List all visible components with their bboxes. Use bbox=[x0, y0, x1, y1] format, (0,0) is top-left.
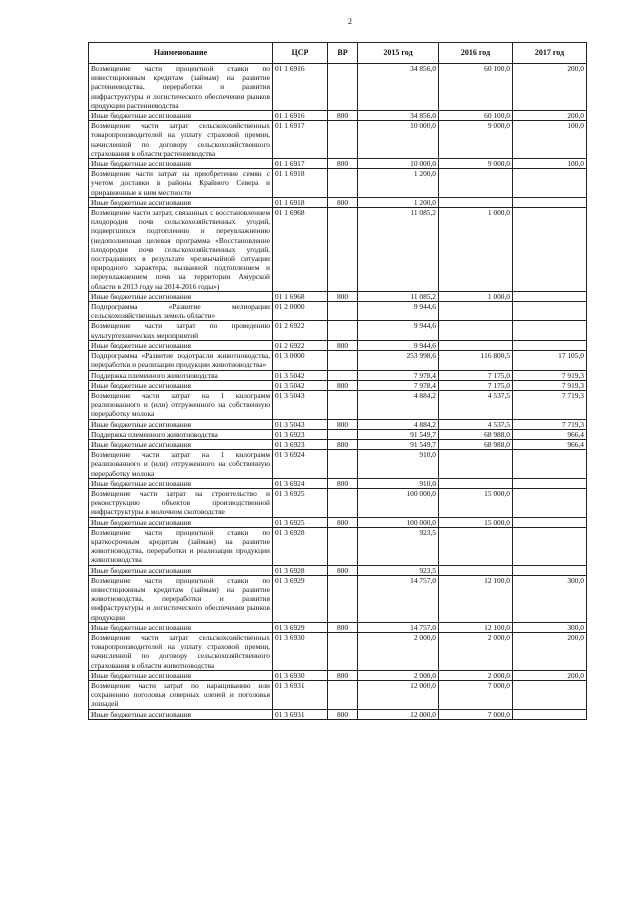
row-vr bbox=[328, 321, 358, 340]
row-vr: 800 bbox=[328, 291, 358, 301]
row-2016: 7 175,0 bbox=[439, 380, 513, 390]
row-vr: 800 bbox=[328, 159, 358, 169]
row-csr: 01 3 6929 bbox=[273, 575, 328, 622]
row-csr: 01 3 6928 bbox=[273, 527, 328, 565]
row-csr: 01 1 6917 bbox=[273, 121, 328, 159]
row-2016 bbox=[439, 565, 513, 575]
table-row bbox=[89, 450, 587, 479]
row-2017 bbox=[513, 527, 587, 565]
row-csr: 01 1 6916 bbox=[273, 64, 328, 111]
row-csr: 01 3 5043 bbox=[273, 419, 328, 429]
row-name: Подпрограмма «Развитие подотрасли животноводства, переработки и реализации продукции животноводства» bbox=[89, 351, 273, 370]
row-vr bbox=[328, 527, 358, 565]
table-header-row bbox=[89, 43, 587, 64]
row-vr bbox=[328, 351, 358, 370]
row-2017: 7 719,3 bbox=[513, 419, 587, 429]
row-name: Иные бюджетные ассигнования bbox=[89, 709, 273, 719]
row-name: Иные бюджетные ассигнования bbox=[89, 159, 273, 169]
row-2017: 300,0 bbox=[513, 575, 587, 622]
table-row bbox=[89, 64, 587, 111]
table-row bbox=[89, 488, 587, 517]
row-csr: 01 1 6918 bbox=[273, 197, 328, 207]
row-name: Подпрограмма «Развитие мелиорации сельскохозяйственных земель области» bbox=[89, 302, 273, 321]
row-2015: 4 884,2 bbox=[358, 419, 439, 429]
row-2017: 200,0 bbox=[513, 64, 587, 111]
row-2017: 966,4 bbox=[513, 429, 587, 439]
row-vr: 800 bbox=[328, 419, 358, 429]
row-vr bbox=[328, 370, 358, 380]
table-row bbox=[89, 380, 587, 390]
row-vr bbox=[328, 575, 358, 622]
row-vr: 800 bbox=[328, 197, 358, 207]
row-name: Возмещение части затрат на 1 килограмм реализованного и (или) отгруженного на собственную переработку молока bbox=[89, 450, 273, 479]
row-2016 bbox=[439, 527, 513, 565]
row-vr bbox=[328, 488, 358, 517]
table-row bbox=[89, 575, 587, 622]
row-2017 bbox=[513, 302, 587, 321]
row-2016 bbox=[439, 197, 513, 207]
row-2015: 91 549,7 bbox=[358, 429, 439, 439]
row-name: Возмещение части затрат сельскохозяйственных товаропроизводителей на уплату страховой премии, начисленной по договору сельскохозяйственного страхования в области растениеводства bbox=[89, 121, 273, 159]
row-vr: 800 bbox=[328, 111, 358, 121]
row-name: Поддержка племенного животноводства bbox=[89, 370, 273, 380]
row-vr: 800 bbox=[328, 439, 358, 449]
row-vr bbox=[328, 681, 358, 710]
row-2015: 34 856,0 bbox=[358, 111, 439, 121]
row-vr: 800 bbox=[328, 622, 358, 632]
row-2017: 966,4 bbox=[513, 439, 587, 449]
row-csr: 01 3 5042 bbox=[273, 370, 328, 380]
row-name: Иные бюджетные ассигнования bbox=[89, 478, 273, 488]
row-2016: 1 000,0 bbox=[439, 208, 513, 292]
row-2017 bbox=[513, 488, 587, 517]
row-name: Возмещение части затрат сельскохозяйственных товаропроизводителей на уплату страховой премии, начисленной по договору сельскохозяйственного страхования в области животноводства bbox=[89, 632, 273, 670]
row-2015: 11 085,2 bbox=[358, 291, 439, 301]
table-row bbox=[89, 632, 587, 670]
row-2015: 910,0 bbox=[358, 450, 439, 479]
row-2017: 7 919,3 bbox=[513, 380, 587, 390]
row-2017 bbox=[513, 291, 587, 301]
row-name: Поддержка племенного животноводства bbox=[89, 429, 273, 439]
row-2015: 12 000,0 bbox=[358, 681, 439, 710]
table-row bbox=[89, 208, 587, 292]
row-2017 bbox=[513, 681, 587, 710]
row-csr: 01 3 6923 bbox=[273, 429, 328, 439]
row-2016: 12 100,0 bbox=[439, 622, 513, 632]
row-name: Иные бюджетные ассигнования bbox=[89, 291, 273, 301]
row-2017: 300,0 bbox=[513, 622, 587, 632]
row-2016: 7 000,0 bbox=[439, 681, 513, 710]
row-2015: 910,0 bbox=[358, 478, 439, 488]
row-csr: 01 1 6917 bbox=[273, 159, 328, 169]
row-csr: 01 3 6924 bbox=[273, 478, 328, 488]
row-vr: 800 bbox=[328, 340, 358, 350]
table-row bbox=[89, 291, 587, 301]
table-row bbox=[89, 709, 587, 719]
header-2016: 2016 год bbox=[439, 43, 513, 64]
row-2017 bbox=[513, 517, 587, 527]
row-vr bbox=[328, 208, 358, 292]
row-2017 bbox=[513, 340, 587, 350]
row-name: Иные бюджетные ассигнования bbox=[89, 670, 273, 680]
row-csr: 01 2 6922 bbox=[273, 340, 328, 350]
row-2015: 100 000,0 bbox=[358, 517, 439, 527]
row-2015: 14 757,0 bbox=[358, 622, 439, 632]
row-csr: 01 3 6929 bbox=[273, 622, 328, 632]
table-row bbox=[89, 197, 587, 207]
row-name: Возмещение части затрат по проведению культуртехнических мероприятий bbox=[89, 321, 273, 340]
row-vr: 800 bbox=[328, 709, 358, 719]
row-name: Возмещение части процентной ставки по инвестиционным кредитам (займам) на развитие растениеводства, переработки и развития инфраструктуры и логистического обеспечения рынков продукции растениеводства bbox=[89, 64, 273, 111]
row-2017 bbox=[513, 169, 587, 198]
row-2017 bbox=[513, 197, 587, 207]
row-vr: 800 bbox=[328, 380, 358, 390]
row-name: Возмещение части затрат по наращиванию или сохранению поголовья северных оленей и поголовья лошадей bbox=[89, 681, 273, 710]
row-csr: 01 3 6928 bbox=[273, 565, 328, 575]
row-csr: 01 3 6931 bbox=[273, 681, 328, 710]
row-vr: 800 bbox=[328, 565, 358, 575]
row-name: Возмещение части затрат на приобретение семян с учетом доставки в районы Крайнего Севера и приравненные к ним местности bbox=[89, 169, 273, 198]
table-row bbox=[89, 390, 587, 419]
row-2016: 7 000,0 bbox=[439, 709, 513, 719]
row-2015: 253 998,6 bbox=[358, 351, 439, 370]
row-2017 bbox=[513, 709, 587, 719]
row-2017: 7 719,3 bbox=[513, 390, 587, 419]
header-2015: 2015 год bbox=[358, 43, 439, 64]
table-row bbox=[89, 622, 587, 632]
row-name: Иные бюджетные ассигнования bbox=[89, 517, 273, 527]
row-2016 bbox=[439, 478, 513, 488]
row-vr bbox=[328, 632, 358, 670]
row-2017 bbox=[513, 208, 587, 292]
page-number: 2 bbox=[348, 17, 352, 26]
row-csr: 01 3 6923 bbox=[273, 439, 328, 449]
header-name: Наименование bbox=[89, 43, 273, 64]
row-2016: 7 175,0 bbox=[439, 370, 513, 380]
row-csr: 01 1 6968 bbox=[273, 208, 328, 292]
row-2016: 68 988,0 bbox=[439, 429, 513, 439]
row-2016 bbox=[439, 169, 513, 198]
row-2016 bbox=[439, 450, 513, 479]
table-row bbox=[89, 527, 587, 565]
row-csr: 01 3 6931 bbox=[273, 709, 328, 719]
header-vr: ВР bbox=[328, 43, 358, 64]
row-csr: 01 3 5043 bbox=[273, 390, 328, 419]
row-vr: 800 bbox=[328, 670, 358, 680]
row-2015: 91 549,7 bbox=[358, 439, 439, 449]
row-csr: 01 3 6930 bbox=[273, 632, 328, 670]
row-name: Иные бюджетные ассигнования bbox=[89, 419, 273, 429]
row-2015: 7 978,4 bbox=[358, 380, 439, 390]
table-row bbox=[89, 169, 587, 198]
row-2015: 1 200,0 bbox=[358, 169, 439, 198]
row-2017 bbox=[513, 478, 587, 488]
table-row bbox=[89, 478, 587, 488]
row-name: Иные бюджетные ассигнования bbox=[89, 197, 273, 207]
row-2017 bbox=[513, 565, 587, 575]
row-vr bbox=[328, 169, 358, 198]
row-name: Возмещение части затрат, связанных с восстановлением плодородия почв сельскохозяйственных угодий, подвергшихся подтоплению и переувлажнению (недополненная целевая программа «Восстановление плодородия почв сельскохозяйственных угодий, пострадавших в результате чрезвычайной ситуации природного характера, вызванной подтоплением и переувлажнением почв на территории Амурской области в 2013 году на 2014-2016 годы») bbox=[89, 208, 273, 292]
row-2016: 15 000,0 bbox=[439, 517, 513, 527]
row-vr bbox=[328, 450, 358, 479]
row-vr bbox=[328, 302, 358, 321]
table-row bbox=[89, 419, 587, 429]
row-2016: 9 000,0 bbox=[439, 159, 513, 169]
row-name: Иные бюджетные ассигнования bbox=[89, 439, 273, 449]
row-2016: 60 100,0 bbox=[439, 111, 513, 121]
row-2016: 68 988,0 bbox=[439, 439, 513, 449]
row-2015: 2 000,0 bbox=[358, 632, 439, 670]
row-2016: 4 537,5 bbox=[439, 419, 513, 429]
table-row bbox=[89, 565, 587, 575]
row-2016: 12 100,0 bbox=[439, 575, 513, 622]
row-2016 bbox=[439, 321, 513, 340]
row-name: Иные бюджетные ассигнования bbox=[89, 380, 273, 390]
row-2015: 12 000,0 bbox=[358, 709, 439, 719]
row-vr bbox=[328, 64, 358, 111]
row-csr: 01 3 5042 bbox=[273, 380, 328, 390]
row-vr bbox=[328, 429, 358, 439]
row-2016: 4 537,5 bbox=[439, 390, 513, 419]
table-row bbox=[89, 429, 587, 439]
table-row bbox=[89, 111, 587, 121]
row-name: Иные бюджетные ассигнования bbox=[89, 622, 273, 632]
row-2016: 1 000,0 bbox=[439, 291, 513, 301]
row-vr bbox=[328, 121, 358, 159]
row-vr: 800 bbox=[328, 478, 358, 488]
header-csr: ЦСР bbox=[273, 43, 328, 64]
row-2016: 116 800,5 bbox=[439, 351, 513, 370]
row-vr: 800 bbox=[328, 517, 358, 527]
row-2015: 10 000,0 bbox=[358, 159, 439, 169]
row-2015: 9 944,6 bbox=[358, 340, 439, 350]
table-row bbox=[89, 351, 587, 370]
row-2017: 17 105,0 bbox=[513, 351, 587, 370]
row-2016: 60 100,0 bbox=[439, 64, 513, 111]
row-csr: 01 1 6918 bbox=[273, 169, 328, 198]
table-body bbox=[89, 64, 587, 720]
row-2015: 923,5 bbox=[358, 565, 439, 575]
row-csr: 01 3 6930 bbox=[273, 670, 328, 680]
row-2015: 11 085,2 bbox=[358, 208, 439, 292]
row-2016: 2 000,0 bbox=[439, 632, 513, 670]
row-2017: 100,0 bbox=[513, 159, 587, 169]
row-csr: 01 2 6922 bbox=[273, 321, 328, 340]
row-2016 bbox=[439, 302, 513, 321]
row-name: Иные бюджетные ассигнования bbox=[89, 340, 273, 350]
row-2015: 923,5 bbox=[358, 527, 439, 565]
table-row bbox=[89, 670, 587, 680]
row-2015: 100 000,0 bbox=[358, 488, 439, 517]
row-2017 bbox=[513, 450, 587, 479]
table-row bbox=[89, 340, 587, 350]
table-row bbox=[89, 439, 587, 449]
row-2015: 1 200,0 bbox=[358, 197, 439, 207]
row-csr: 01 1 6916 bbox=[273, 111, 328, 121]
row-csr: 01 3 6925 bbox=[273, 517, 328, 527]
row-csr: 01 2 0000 bbox=[273, 302, 328, 321]
row-name: Иные бюджетные ассигнования bbox=[89, 565, 273, 575]
budget-table bbox=[88, 42, 587, 720]
row-2016: 9 000,0 bbox=[439, 121, 513, 159]
row-2015: 9 944,6 bbox=[358, 302, 439, 321]
row-name: Возмещение части затрат на строительство и реконструкцию объектов производственной инфраструктуры в молочном скотоводстве bbox=[89, 488, 273, 517]
row-2016: 2 000,0 bbox=[439, 670, 513, 680]
header-2017: 2017 год bbox=[513, 43, 587, 64]
row-2015: 14 757,0 bbox=[358, 575, 439, 622]
row-2016 bbox=[439, 340, 513, 350]
row-2015: 34 856,0 bbox=[358, 64, 439, 111]
table-row bbox=[89, 159, 587, 169]
row-2017: 100,0 bbox=[513, 121, 587, 159]
row-csr: 01 3 6924 bbox=[273, 450, 328, 479]
row-name: Иные бюджетные ассигнования bbox=[89, 111, 273, 121]
row-csr: 01 3 0000 bbox=[273, 351, 328, 370]
row-name: Возмещение части затрат на 1 килограмм реализованного и (или) отгруженного на собственную переработку молока bbox=[89, 390, 273, 419]
row-2017: 200,0 bbox=[513, 670, 587, 680]
row-2017 bbox=[513, 321, 587, 340]
row-vr bbox=[328, 390, 358, 419]
table-row bbox=[89, 121, 587, 159]
table-row bbox=[89, 370, 587, 380]
table-row bbox=[89, 321, 587, 340]
row-2017: 200,0 bbox=[513, 632, 587, 670]
row-name: Возмещение части процентной ставки по краткосрочным кредитам (займам) на развитие животноводства, переработки и реализации продукции животноводства bbox=[89, 527, 273, 565]
row-2016: 15 000,0 bbox=[439, 488, 513, 517]
row-2017: 7 919,3 bbox=[513, 370, 587, 380]
row-2015: 10 000,0 bbox=[358, 121, 439, 159]
table-row bbox=[89, 681, 587, 710]
row-name: Возмещение части процентной ставки по инвестиционным кредитам (займам) на развитие животноводства, переработки и развития инфраструктуры и логистического обеспечения рынков продукции bbox=[89, 575, 273, 622]
row-2015: 7 978,4 bbox=[358, 370, 439, 380]
row-2015: 4 884,2 bbox=[358, 390, 439, 419]
row-2015: 9 944,6 bbox=[358, 321, 439, 340]
table-row bbox=[89, 302, 587, 321]
row-csr: 01 3 6925 bbox=[273, 488, 328, 517]
row-2015: 2 000,0 bbox=[358, 670, 439, 680]
table-row bbox=[89, 517, 587, 527]
row-2017: 200,0 bbox=[513, 111, 587, 121]
row-csr: 01 1 6968 bbox=[273, 291, 328, 301]
